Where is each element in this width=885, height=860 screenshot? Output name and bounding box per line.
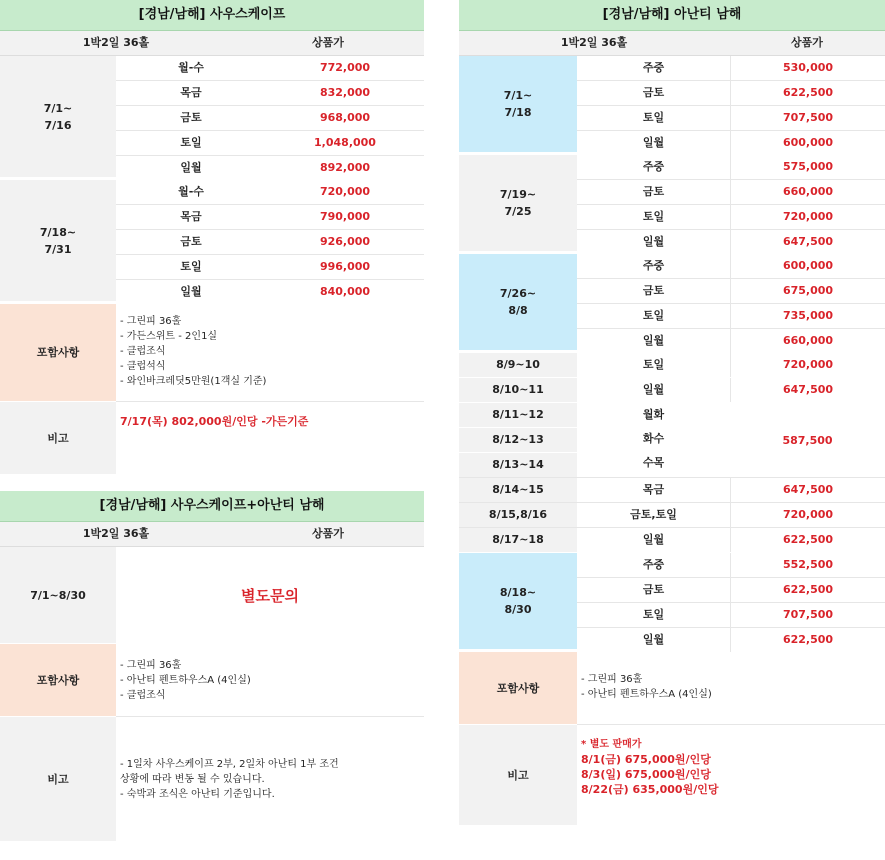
text-cell: 647,500 — [782, 383, 834, 396]
text-cell: 660,000 — [782, 185, 834, 198]
header-course: 1박2일 36홀 — [82, 36, 150, 49]
price-section — [0, 547, 424, 644]
text-cell: 968,000 — [319, 111, 371, 124]
date-cell — [0, 180, 116, 302]
remarks-text — [577, 725, 885, 825]
text-cell: 772,000 — [319, 61, 371, 74]
panel-southcape-ananti — [0, 491, 424, 842]
text-cell: 토일 — [577, 353, 731, 377]
text-cell: 월화 — [642, 408, 665, 421]
text-cell: 707,500 — [782, 111, 834, 124]
text-cell: 주중 — [577, 254, 731, 278]
date-cell — [459, 56, 577, 153]
includes-section — [0, 644, 424, 717]
text-cell: 7/26~ — [499, 287, 537, 300]
table-row — [577, 553, 885, 578]
text-cell: 8/17~18 — [459, 528, 577, 552]
text-cell: 720,000 — [782, 358, 834, 371]
group-4 — [459, 553, 885, 652]
merged-rows — [459, 403, 885, 478]
text-cell: 금토 — [577, 279, 731, 303]
panel-title: [경남/남해] 사우스케이프+아난티 남해 — [0, 491, 424, 522]
text-cell: 토일 — [577, 603, 731, 627]
text-cell: 월-수 — [178, 185, 204, 198]
text-cell: 660,000 — [782, 334, 834, 347]
price-inquiry: 별도문의 — [241, 586, 299, 605]
group-3 — [459, 254, 885, 353]
text-cell: - 아난티 펜트하우스A (4인실) — [581, 689, 712, 700]
table-row — [116, 180, 424, 205]
table-row — [577, 81, 885, 106]
text-cell: 720,000 — [782, 210, 834, 223]
table-row — [116, 56, 424, 81]
table-row — [459, 378, 885, 403]
text-cell: - 가든스위트 - 2인1실 — [120, 331, 218, 342]
table-row — [577, 603, 885, 628]
text-cell: 일월 — [577, 528, 731, 552]
text-cell: 1박2일 36홀 — [560, 36, 628, 49]
text-cell: 토일 — [577, 205, 731, 229]
price-rows — [116, 56, 424, 180]
text-cell: 7/25 — [504, 205, 532, 218]
text-cell: - 클럽석식 — [120, 361, 166, 372]
text-cell: 7/1~ — [43, 101, 73, 115]
text-cell: 8/11~12 — [492, 408, 544, 421]
text-cell: * 별도 판매가 — [581, 739, 642, 750]
text-cell: - 그린피 36홀 — [120, 316, 182, 327]
text-cell: 552,500 — [782, 558, 834, 571]
text-cell: 575,000 — [782, 160, 834, 173]
remarks-text — [116, 402, 424, 474]
date-cell — [459, 553, 577, 650]
text-cell: 622,500 — [782, 633, 834, 646]
table-header — [0, 31, 424, 56]
text-cell: 목금 — [577, 478, 731, 502]
text-cell: 622,500 — [782, 86, 834, 99]
text-cell: 892,000 — [319, 161, 371, 174]
table-row — [577, 304, 885, 329]
group-2 — [0, 180, 424, 304]
text-cell: 8/18~ — [499, 586, 537, 599]
text-cell: 1박2일 36홀 — [82, 527, 150, 540]
panel-title: [경남/남해] 아난티 남해 — [459, 0, 885, 31]
text-cell: 735,000 — [782, 309, 834, 322]
text-cell: 상품가 — [791, 36, 823, 49]
date-cell: 7/1~8/30 — [0, 547, 116, 644]
text-cell: 622,500 — [782, 583, 834, 596]
text-cell: 926,000 — [319, 235, 371, 248]
remarks-label: 비고 — [459, 725, 577, 826]
table-row — [116, 156, 424, 180]
text-cell: 7/16 — [44, 118, 72, 132]
includes-section — [0, 304, 424, 402]
text-cell: 647,500 — [782, 235, 834, 248]
remarks-text — [116, 717, 424, 841]
group-2 — [459, 155, 885, 254]
table-row — [577, 230, 885, 254]
table-row — [577, 578, 885, 603]
header-price: 상품가 — [312, 36, 344, 49]
text-cell: 832,000 — [319, 86, 371, 99]
text-cell: 주중 — [577, 553, 731, 577]
price-rows — [116, 180, 424, 304]
date-cell — [459, 254, 577, 351]
table-row — [577, 131, 885, 155]
table-row — [116, 255, 424, 280]
text-cell: 8/3(일) 675,000원/인당 — [581, 768, 711, 781]
text-cell: 8/22(금) 635,000원/인당 — [581, 783, 719, 796]
text-cell: 주중 — [577, 155, 731, 179]
text-cell: 토일 — [180, 136, 202, 149]
text-cell: - 클럽조식 — [120, 690, 166, 701]
text-cell: 일월 — [577, 329, 731, 353]
text-cell: 8/9~10 — [459, 353, 577, 377]
panel-title: [경남/남해] 사우스케이프 — [0, 0, 424, 31]
text-cell: 토일 — [577, 304, 731, 328]
text-cell: - 그린피 36홀 — [581, 674, 643, 685]
includes-list — [116, 304, 424, 402]
table-row — [577, 106, 885, 131]
table-header — [459, 31, 885, 56]
text-cell: 금토,토일 — [577, 503, 731, 527]
date-cell — [0, 56, 116, 178]
text-cell: 7/1~ — [503, 89, 533, 102]
panel-ananti — [459, 0, 885, 826]
text-cell: 일월 — [577, 378, 731, 402]
text-cell: 8/14~15 — [459, 478, 577, 502]
text-cell: 금토 — [577, 180, 731, 204]
text-cell: 707,500 — [782, 608, 834, 621]
remarks-label: 비고 — [0, 717, 116, 842]
group-1 — [0, 56, 424, 180]
text-cell: 622,500 — [782, 533, 834, 546]
table-header — [0, 522, 424, 547]
text-cell: 월-수 — [178, 61, 204, 74]
includes-label: 포함사항 — [0, 644, 116, 717]
text-cell: 상품가 — [312, 527, 344, 540]
table-row — [577, 56, 885, 81]
table-row — [577, 628, 885, 652]
text-cell: 7/18~ — [39, 225, 77, 239]
includes-label: 포함사항 — [0, 304, 116, 402]
text-cell: 화수 — [642, 432, 665, 445]
table-row — [116, 106, 424, 131]
text-cell: 840,000 — [319, 285, 371, 298]
text-cell: 675,000 — [782, 284, 834, 297]
text-cell: 일월 — [180, 285, 202, 298]
table-row — [459, 528, 885, 553]
table-row — [459, 478, 885, 503]
text-cell: 600,000 — [782, 136, 834, 149]
text-cell: - 그린피 36홀 — [120, 660, 182, 671]
text-cell: 토일 — [180, 260, 202, 273]
text-cell: 금토 — [577, 81, 731, 105]
text-cell: 8/15,8/16 — [459, 503, 577, 527]
text-cell: 8/1(금) 675,000원/인당 — [581, 753, 711, 766]
text-cell: 금토 — [180, 111, 202, 124]
table-row — [116, 230, 424, 255]
text-cell: - 아난티 펜트하우스A (4인실) — [120, 675, 251, 686]
text-cell: 8/12~13 — [492, 433, 544, 446]
text-cell: 수목 — [642, 456, 665, 469]
table-row — [577, 329, 885, 353]
text-cell: 8/30 — [504, 603, 532, 616]
table-row — [116, 205, 424, 230]
text-cell: - 숙박과 조식은 아난티 기준입니다. — [120, 789, 275, 800]
text-cell: 금토 — [577, 578, 731, 602]
text-cell: 7/18 — [504, 106, 532, 119]
text-cell: 토일 — [577, 106, 731, 130]
text-cell: 8/10~11 — [459, 378, 577, 402]
text-cell: 7/31 — [44, 242, 72, 256]
text-cell: 647,500 — [782, 483, 834, 496]
text-cell: 996,000 — [319, 260, 371, 273]
panel-southcape — [0, 0, 424, 475]
text-cell: 8/8 — [508, 304, 528, 317]
table-row — [577, 254, 885, 279]
text-cell: 7/17(목) 802,000원/인당 -가든기준 — [120, 415, 309, 428]
table-row — [577, 180, 885, 205]
date-cell — [459, 155, 577, 252]
text-cell: - 와인바크레딧5만원(1객실 기준) — [120, 376, 267, 387]
includes-section — [459, 652, 885, 725]
text-cell: 530,000 — [782, 61, 834, 74]
text-cell: 일월 — [577, 131, 731, 155]
text-cell: 8/13~14 — [492, 458, 544, 471]
table-row — [459, 503, 885, 528]
remarks-section — [459, 725, 885, 826]
table-row — [116, 131, 424, 156]
table-row — [116, 280, 424, 304]
table-row — [577, 205, 885, 230]
text-cell: 목금 — [180, 210, 202, 223]
merged-price: 587,500 — [782, 433, 833, 447]
text-cell: 금토 — [180, 235, 202, 248]
text-cell: 상황에 따라 변동 될 수 있습니다. — [120, 774, 265, 785]
remarks-label: 비고 — [0, 402, 116, 475]
text-cell: - 1일차 사우스케이프 2부, 2일차 아난티 1부 조건 — [120, 759, 339, 770]
includes-list — [577, 652, 885, 725]
table-row — [459, 353, 885, 378]
remarks-section — [0, 717, 424, 842]
text-cell: 주중 — [577, 56, 731, 80]
text-cell: - 클럽조식 — [120, 346, 166, 357]
text-cell: 일월 — [180, 161, 202, 174]
text-cell: 7/19~ — [499, 188, 537, 201]
table-row — [116, 81, 424, 106]
text-cell: 1,048,000 — [314, 136, 376, 149]
text-cell: 790,000 — [319, 210, 371, 223]
group-1 — [459, 56, 885, 155]
table-row — [577, 279, 885, 304]
table-row — [577, 155, 885, 180]
text-cell: 일월 — [577, 628, 731, 652]
includes-list — [116, 644, 424, 717]
text-cell: 600,000 — [782, 259, 834, 272]
text-cell: 목금 — [180, 86, 202, 99]
includes-label: 포함사항 — [459, 652, 577, 725]
text-cell: 일월 — [577, 230, 731, 254]
text-cell: 720,000 — [319, 185, 371, 198]
remarks-section — [0, 402, 424, 475]
text-cell: 720,000 — [782, 508, 834, 521]
